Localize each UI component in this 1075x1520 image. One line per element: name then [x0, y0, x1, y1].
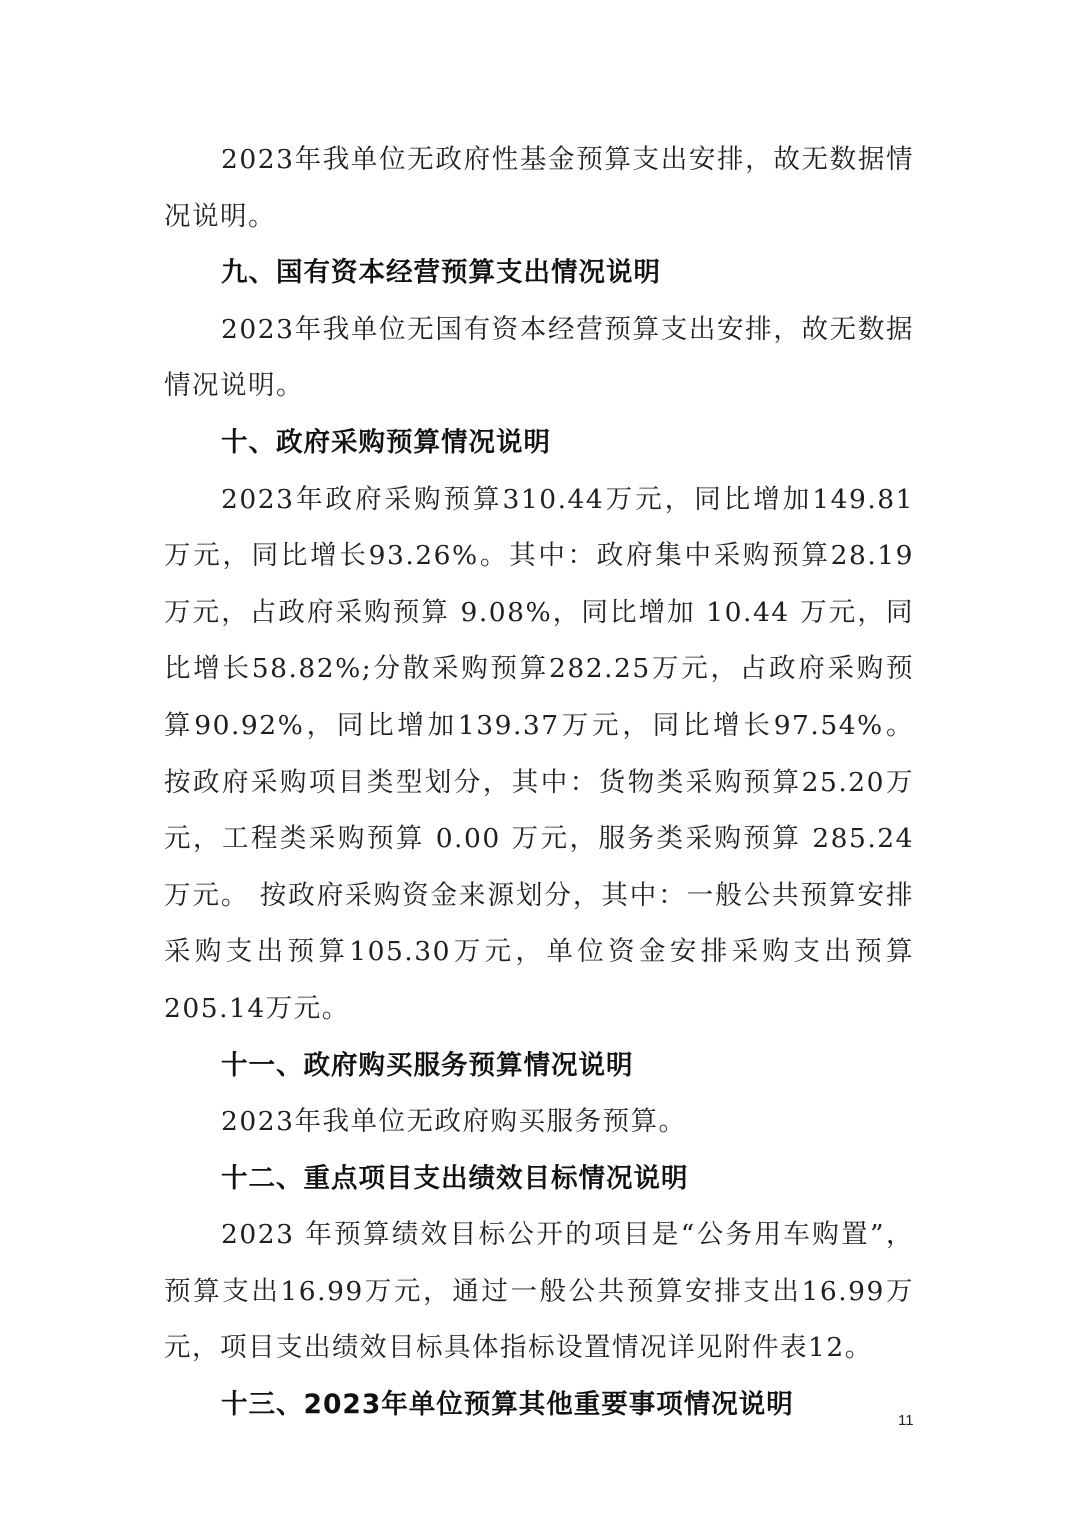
section-heading-10: 十、政府采购预算情况说明: [221, 426, 551, 458]
paragraph-purchased-services: 2023年我单位无政府购买服务预算。: [221, 1106, 687, 1138]
section-heading-11: 十一、政府购买服务预算情况说明: [221, 1049, 634, 1081]
page-content: [164, 132, 914, 1434]
paragraph-procurement: 2023年政府采购预算310.44万元，同比增加149.81万元，同比增长93.26%。其中：政府集中采购预算28.19万元，占政府采购预算 9.08%，同比增加 10.44 万元，同比增长58.82%;分散采购预算282.25万元，占政府采购预算90.92%，同比增加139.37万元，同比增长97.54%。 按政府采购项目类型划分，其中：货物类采购预算25.20万元，工程类采购预算 0.00 万元，服务类采购预算 285.24 万元。 按政府采购资金来源划分，其中：一般公共预算安排采购支出预算105.30万元，单位资金安排采购支出预算205.14万元。: [164, 483, 914, 1024]
section-heading-9: 九、国有资本经营预算支出情况说明: [221, 257, 661, 289]
paragraph-government-fund: 2023年我单位无政府性基金预算支出安排，故无数据情况说明。: [164, 144, 914, 232]
paragraph-state-capital: 2023年我单位无国有资本经营预算支出安排，故无数据情况说明。: [164, 313, 914, 402]
section-heading-12: 十二、重点项目支出绩效目标情况说明: [221, 1162, 689, 1194]
page-number: 11: [898, 1412, 914, 1429]
section-heading-13: 十三、2023年单位预算其他重要事项情况说明: [221, 1389, 794, 1421]
paragraph-performance-goals: 2023 年预算绩效目标公开的项目是“公务用车购置”，预算支出16.99万元，通过一般公共预算安排支出16.99万元，项目支出绩效目标具体指标设置情况详见附件表12。: [164, 1219, 914, 1364]
